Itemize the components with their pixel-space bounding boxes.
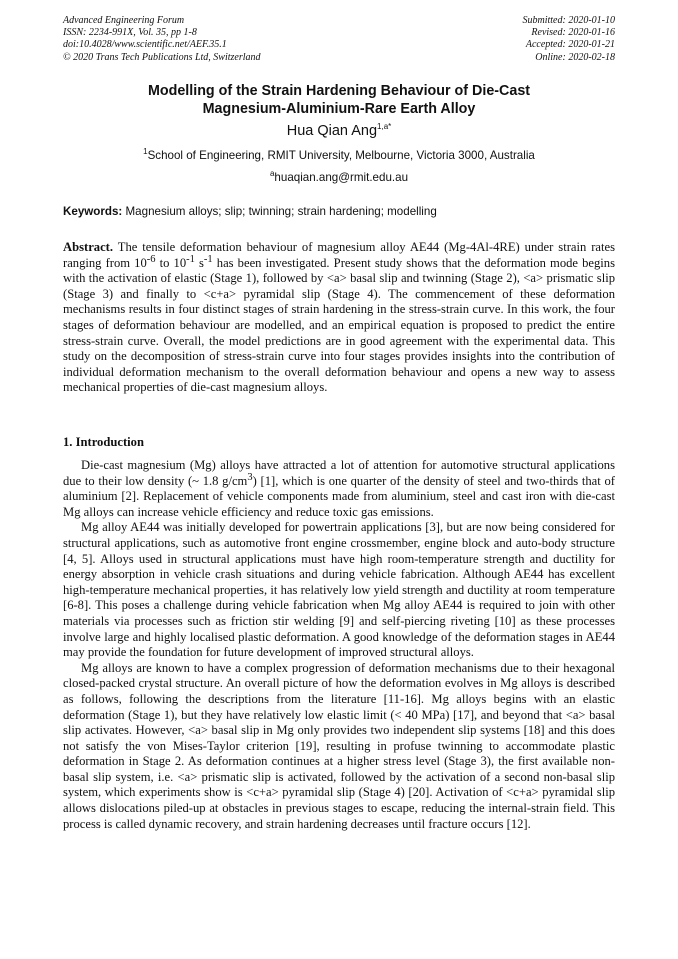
intro-p1-exponent: 3 — [247, 471, 253, 483]
intro-paragraph-1 — [63, 458, 615, 520]
affiliation-superscript: 1 — [143, 147, 148, 157]
abstract-label: Abstract. — [63, 240, 114, 254]
section-heading-introduction: 1. Introduction — [63, 435, 144, 449]
publication-dates — [523, 15, 616, 64]
accepted-date: Accepted: 2020-01-21 — [525, 39, 615, 51]
introduction-body — [63, 458, 615, 832]
abstract — [63, 240, 615, 396]
intro-paragraph-3: Mg alloys are known to have a complex progression of deformation mechanisms due to their hexagonal closed-packed crystal structure. An overall picture of how the deformation evolves in Mg alloys is described as follows, following the descriptions from the literature [11-16]. Mg alloys begins with an elastic deformation (Stage 1), but they have relatively low elastic limit (< 40 MPa) [17], and beyond that <a> basal slip activates. However, <a> basal slip in Mg only provides two independent slip systems [18] and this does not satisfy the von Mises-Taylor criterion [19], resulting in profuse twinning to accommodate plastic deformation in Stage 2. As deformation continues at a higher stress level (Stage 3), the first available non-basal slip system, i.e. <a> prismatic slip is activated, followed by the activation of a second non-basal slip system, which experiments show is <c+a> pyramidal slip (Stage 4) [20]. Activation of <c+a> pyramidal slip allows dislocations piled-up at obstacles in previous stages to escape, reducing the internal-strain field. This process is called dynamic recovery, and strain hardening decreases until fracture occurs [12]. — [63, 660, 615, 831]
email-line — [63, 171, 615, 184]
title-line-2: Magnesium-Aluminium-Rare Earth Alloy — [202, 101, 476, 117]
abstract-exponent-3: -1 — [203, 253, 213, 265]
online-date: Online: 2020-02-18 — [535, 51, 615, 63]
abstract-text-2: to 10 — [155, 255, 187, 270]
copyright: © 2020 Trans Tech Publications Ltd, Switzerland — [63, 51, 261, 63]
keywords-label: Keywords: — [63, 205, 123, 218]
author-email[interactable]: huaqian.ang@rmit.edu.au — [274, 171, 409, 184]
intro-paragraph-2: Mg alloy AE44 was initially developed for powertrain applications [3], but are now being considered for structural applications, such as automotive front engine crossmember, engine block and auto-body structure [4, 5]. Alloys used in structural applications must have high room-temperature strength and ductility for energy absorption in vehicle crash situations and during vehicle fabrication. Although AE44 has excellent high-temperature mechanical properties, it has relatively low yield strength and ductility at room temperature [6-8]. This poses a challenge during vehicle fabrication when Mg alloy AE44 is required to join with other materials via processes such as friction stir welding [9] and self-piercing riveting [10] as these processes involve large and highly localised plastic deformation. A good knowledge of the deformation stages in AE44 may provide the foundation for future development of improved structural alloys. — [63, 520, 615, 660]
journal-info — [63, 15, 261, 64]
submitted-date: Submitted: 2020-01-10 — [522, 15, 615, 26]
title-line-1: Modelling of the Strain Hardening Behaviour of Die-Cast — [147, 83, 531, 99]
doi: doi:10.4028/www.scientific.net/AEF.35.1 — [63, 39, 227, 51]
abstract-exponent-1: -6 — [146, 253, 156, 265]
affiliation-text: School of Engineering, RMIT University, Melbourne, Victoria 3000, Australia — [147, 149, 535, 162]
author-line — [63, 123, 615, 139]
affiliation — [63, 149, 615, 162]
abstract-exponent-2: -1 — [186, 253, 195, 265]
intro-p1-text-b: ) [1], which is one quarter of the density of steel and two-thirds that of aluminium [2]. Replacement of vehicle components made from aluminium, steel and cast iron with die-cast Mg alloys can increase vehicle efficiency and reduce toxic gas emissions. — [63, 473, 615, 519]
journal-name: Advanced Engineering Forum — [63, 15, 185, 26]
paper-title — [63, 82, 615, 118]
email-superscript: a — [269, 169, 275, 179]
author-superscript: 1,a* — [377, 122, 392, 132]
intro-p1-text-a: Die-cast magnesium (Mg) alloys have attracted a lot of attention for automotive structural applications due to their low density (~ 1.8 g/cm — [63, 458, 615, 488]
keywords-text: Magnesium alloys; slip; twinning; strain hardening; modelling — [125, 205, 437, 218]
abstract-text-4: has been investigated. Present study shows that the deformation mode begins with the activation of elastic (Stage 1), followed by <a> basal slip and twinning (Stage 2), <a> prismatic slip (Stage 3) and finally to <c+a> pyramidal slip (Stage 4). The commencement of these deformation mechanisms results in four distinct stages of strain hardening in the stress-strain curve. In this work, the four stages of deformation behaviour are modelled, and an empirical equation is proposed to predict the entire stress-strain curve. Overall, the model predictions are in good agreement with the experimental data. This study on the decomposition of stress-strain curve into four stages provides insights into the contribution of individual deformation mechanism to the overall deformation behaviour and opens a new way to assess mechanical properties of die-cast magnesium alloys. — [63, 255, 616, 395]
revised-date: Revised: 2020-01-16 — [531, 27, 615, 39]
keywords — [63, 205, 615, 218]
issn: ISSN: 2234-991X, Vol. 35, pp 1-8 — [63, 27, 197, 39]
author-name: Hua Qian Ang — [286, 123, 378, 139]
abstract-text-3: s — [194, 255, 204, 270]
abstract-text-1: The tensile deformation behaviour of magnesium alloy AE44 (Mg-4Al-4RE) under strain rates ranging from 10 — [63, 240, 616, 270]
